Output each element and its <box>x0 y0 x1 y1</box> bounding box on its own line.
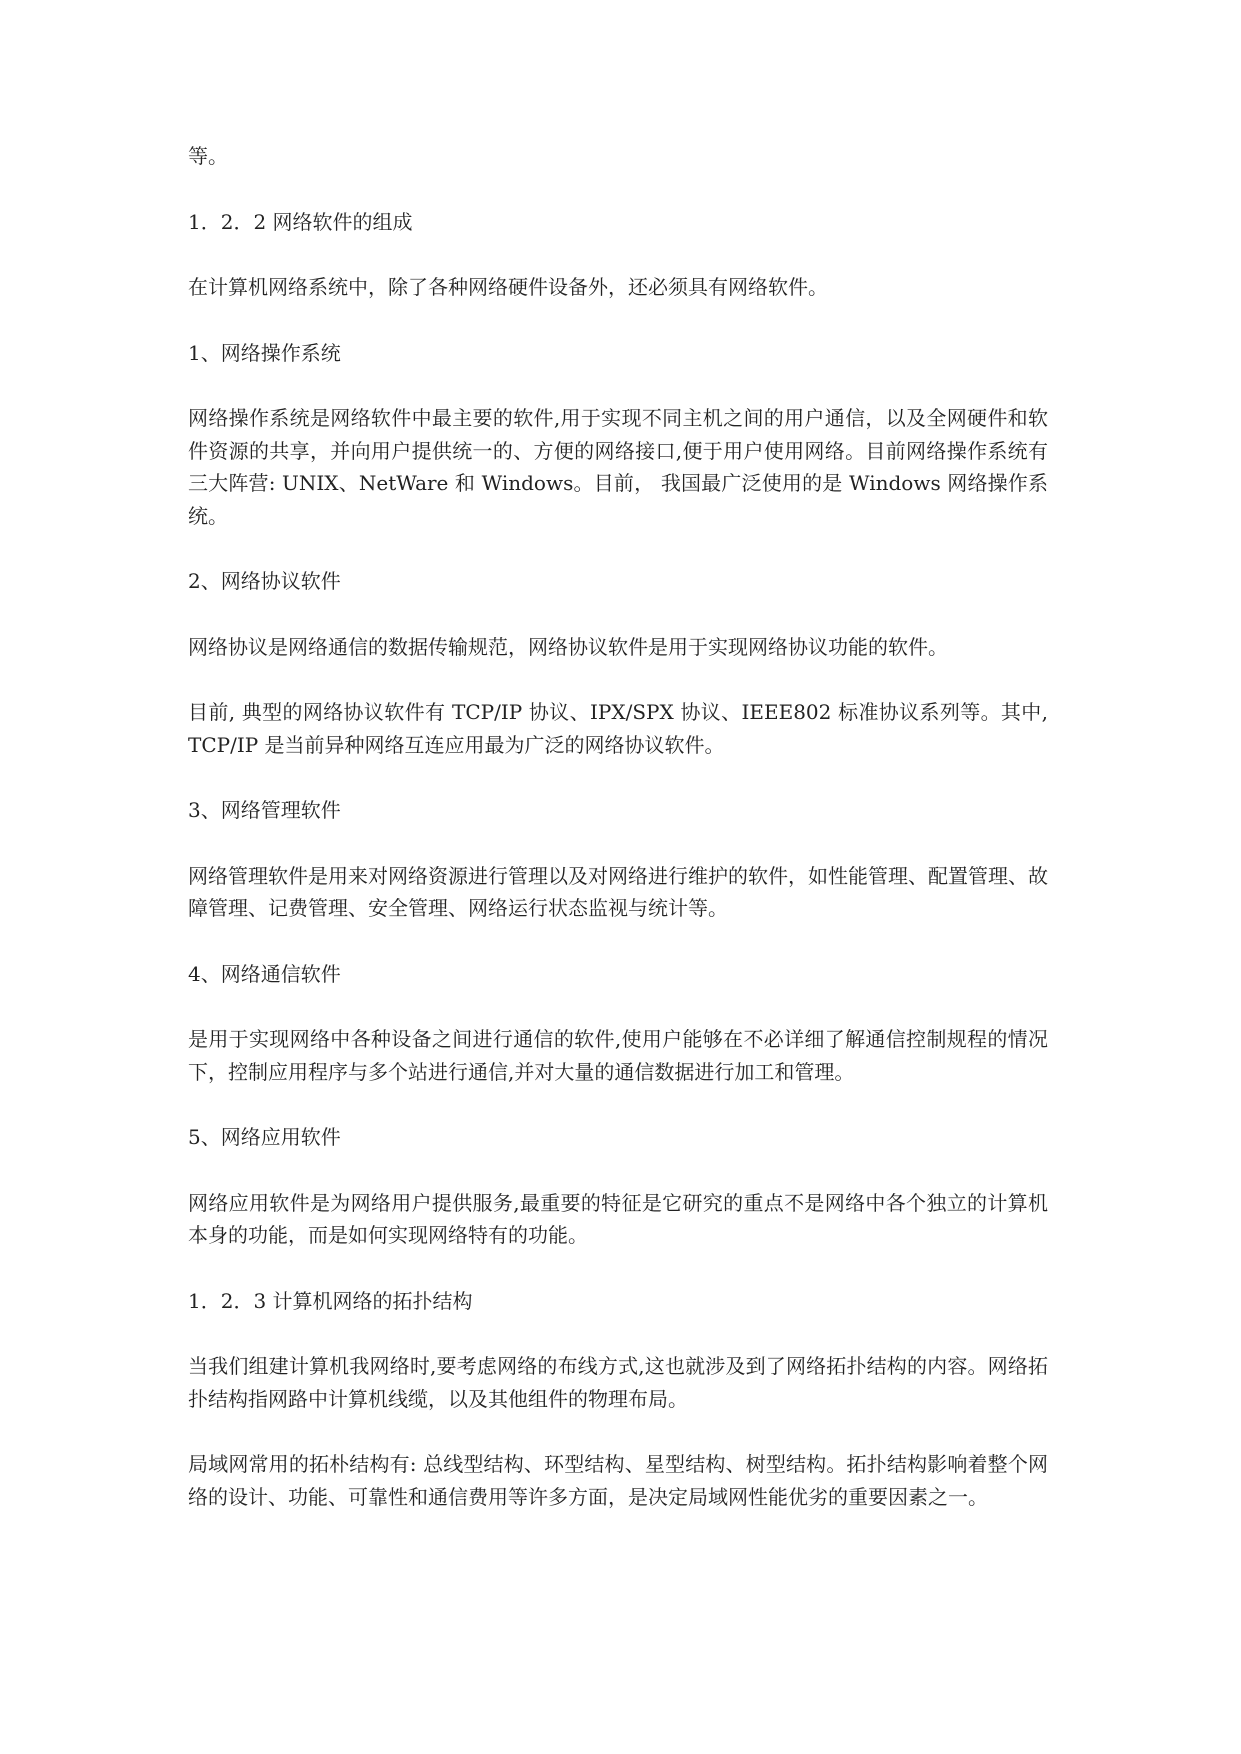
paragraph-continuation: 等。 <box>188 144 228 168</box>
subheading-protocol-software: 2、网络协议软件 <box>188 569 341 593</box>
paragraph-protocol-examples: 目前, 典型的网络协议软件有 TCP/IP 协议、IPX/SPX 协议、IEEE802 标准协议系列等。其中, TCP/IP 是当前异种网络互连应用最为广泛的网络协议软件。 <box>188 700 1048 757</box>
subheading-application-software: 5、网络应用软件 <box>188 1125 341 1149</box>
section-heading-1-2-2: 1．2．2 网络软件的组成 <box>188 209 413 234</box>
document-page <box>188 140 1048 1546</box>
subheading-network-os: 1、网络操作系统 <box>188 340 341 365</box>
paragraph-intro-software: 在计算机网络系统中，除了各种网络硬件设备外，还必须具有网络软件。 <box>188 275 828 299</box>
paragraph-application-software: 网络应用软件是为网络用户提供服务,最重要的特征是它研究的重点不是网络中各个独立的计算机本身的功能，而是如何实现网络特有的功能。 <box>188 1190 1048 1247</box>
subheading-communication-software: 4、网络通信软件 <box>188 961 341 986</box>
paragraph-management-software: 网络管理软件是用来对网络资源进行管理以及对网络进行维护的软件，如性能管理、配置管理、故障管理、记费管理、安全管理、网络运行状态监视与统计等。 <box>188 863 1048 920</box>
section-heading-1-2-3: 1．2．3 计算机网络的拓扑结构 <box>188 1288 473 1313</box>
paragraph-communication-software: 是用于实现网络中各种设备之间进行通信的软件,使用户能够在不必详细了解通信控制规程的情况下，控制应用程序与多个站进行通信,并对大量的通信数据进行加工和管理。 <box>188 1027 1048 1084</box>
paragraph-protocol-definition: 网络协议是网络通信的数据传输规范，网络协议软件是用于实现网络协议功能的软件。 <box>188 634 948 659</box>
paragraph-network-os: 网络操作系统是网络软件中最主要的软件,用于实现不同主机之间的用户通信，以及全网硬件和软件资源的共享，并向用户提供统一的、方便的网络接口,便于用户使用网络。目前网络操作系统有三大阵营: UNIX、NetWare 和 Windows。目前， 我国最广泛使用的是 Windows 网络操作系统。 <box>188 406 1048 528</box>
subheading-management-software: 3、网络管理软件 <box>188 798 341 822</box>
paragraph-topology-intro: 当我们组建计算机我网络时,要考虑网络的布线方式,这也就涉及到了网络拓扑结构的内容。网络拓扑结构指网路中计算机线缆，以及其他组件的物理布局。 <box>188 1354 1048 1411</box>
paragraph-topology-types: 局域网常用的拓朴结构有: 总线型结构、环型结构、星型结构、树型结构。拓扑结构影响着整个网络的设计、功能、可靠性和通信费用等许多方面，是决定局域网性能优劣的重要因素之一。 <box>188 1452 1048 1509</box>
